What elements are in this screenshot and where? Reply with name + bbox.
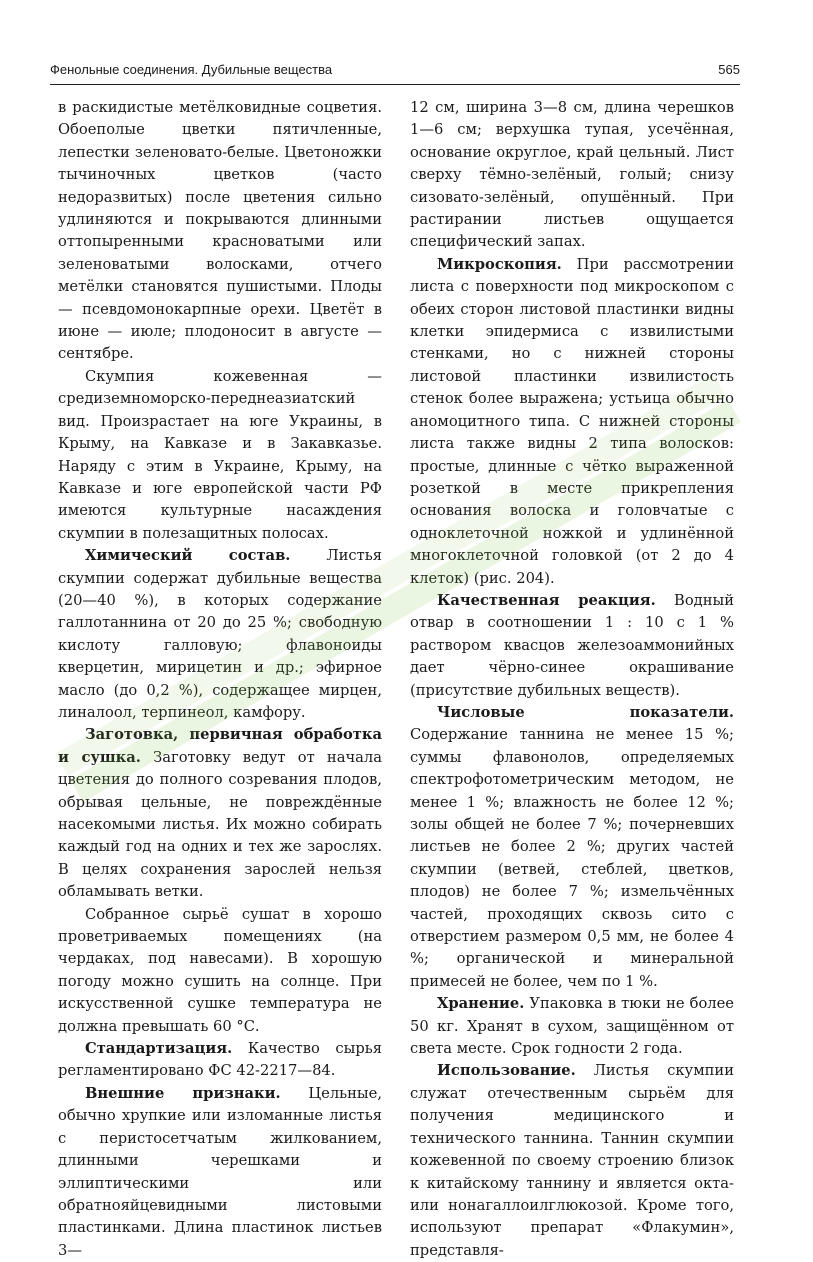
paragraph-usage [410, 1060, 734, 1262]
storage-text: Упаковка в тюки не более 50 кг. Хранят в сухом, защищённом от света месте. Срок годности 2 года. [410, 995, 734, 1058]
harvesting-text: Заготовку ведут от начала цветения до полного созревания плодов, обрывая цельные, не повреждённые насекомыми листья. Их можно собирать каждый год на одних и тех же зарослях. В целях сохранения зарослей нельзя обламывать ветки. [58, 748, 382, 901]
section-heading-standardization: Стандартизация. [85, 1040, 233, 1058]
page-number: 565 [718, 62, 740, 77]
paragraph-chemical-composition [58, 545, 382, 724]
right-column [410, 97, 734, 1262]
usage-text: Листья скумпии служат отечественным сырьём для получения медицинского и технического таннина. Таннин скумпии кожевенной по своему строению близок к китайскому таннину и является окта- или нонагаллоилглюкозой. Кроме того, используют препарат «Флакумин», представля- [410, 1062, 734, 1259]
header-divider [50, 84, 740, 85]
section-heading-chemical-composition: Химический состав. [85, 547, 291, 565]
paragraph-numerical-indicators [410, 702, 734, 993]
paragraph-standardization [58, 1038, 382, 1083]
left-column [58, 97, 382, 1262]
section-heading-harvesting: Заготовка, первичная обработка и сушка. [58, 726, 382, 766]
external-features-text: Цельные, обычно хрупкие или изломанные листья с перистосетчатым жилкованием, длинными черешками и эллиптическими или обратнояйцевидными листовыми пластинками. Длина пластинок листьев 3— [58, 1084, 382, 1259]
microscopy-text: При рассмотрении листа с поверхности под микроскопом с обеих сторон листовой пластинки видны клетки эпидермиса с извилистыми стенками, но с нижней стороны листовой пластинки извилистость стенок более выражена; устьица обычно аномоцитного типа. С нижней стороны листа также видны 2 типа волосков: простые, длинные с чётко выраженной розеткой в месте прикрепления основания волоска и головчатые с одноклеточной ножкой и удлинённой многоклеточной головкой (от 2 до 4 клеток) (рис. 204). [410, 255, 734, 587]
paragraph-microscopy [410, 254, 734, 590]
section-heading-microscopy: Микроскопия. [437, 255, 562, 273]
section-heading-qualitative-reaction: Качественная реакция. [437, 591, 656, 609]
standardization-text: Качество сырья регламентировано ФС 42-2217—84. [58, 1040, 382, 1080]
running-head-title: Фенольные соединения. Дубильные вещества [50, 62, 333, 77]
section-heading-usage: Использование. [437, 1062, 576, 1080]
section-heading-numerical-indicators: Числовые показатели. [437, 703, 734, 721]
paragraph-description-continued: в раскидистые метёлковидные соцветия. Обоеполые цветки пятичленные, лепестки зеленовато-белые. Цветоножки тычиночных цветков (часто недоразвитых) после цветения сильно удлиняются и покрываются длинными оттопыренными красноватыми или зеленоватыми волосками, отчего метёлки становятся пушистыми. Плоды — псевдомонокарпные орехи. Цветёт в июне — июле; плодоносит в августе — сентябре. [58, 99, 382, 363]
paragraph-drying: Собранное сырьё сушат в хорошо проветриваемых помещениях (на чердаках, под навесами). В хорошую погоду можно сушить на солнце. При искусственной сушке температура не должна превышать 60 °С. [58, 905, 382, 1035]
paragraph-harvesting [58, 724, 382, 903]
paragraph-distribution: Скумпия кожевенная — средиземноморско-переднеазиатский вид. Произрастает на юге Украины, в Крыму, на Кавказе и в Закавказье. Наряду с этим в Украине, Крыму, на Кавказе и юге европейской части РФ имеются культурные насаждения скумпии в полезащитных полосах. [58, 367, 382, 542]
qualitative-reaction-text: Водный отвар в соотношении 1 : 10 с 1 % раствором квасцов железоаммонийных дает чёрно-синее окрашивание (присутствие дубильных веществ). [410, 591, 734, 699]
paragraph-storage [410, 993, 734, 1060]
paragraph-external-features [58, 1083, 382, 1262]
numerical-indicators-text: Содержание таннина не менее 15 %; суммы флавонолов, определяемых спектрофотометрическим методом, не менее 1 %; влажность не более 12 %; золы общей не более 7 %; почерневших листьев не более 2 %; других частей скумпии (ветвей, стеблей, цветков, плодов) не более 7 %; измельчённых частей, проходящих сквозь сито с отверстием размером 0,5 мм, не более 4 %; органической и минеральной примесей не более, чем по 1 %. [410, 726, 734, 990]
chemical-composition-text: Листья скумпии содержат дубильные вещества (20—40 %), в которых содержание галлотаннина от 20 до 25 %; свободную кислоту галловую; флавоноиды кверцетин, мирицетин и др.; эфирное масло (до 0,2 %), содержащее мирцен, линалоол, терпинеол, камфору. [58, 547, 382, 721]
running-header [50, 58, 740, 82]
paragraph-external-features-continued: 12 см, ширина 3—8 см, длина черешков 1—6 см; верхушка тупая, усечённая, основание округлое, край цельный. Лист сверху тёмно-зелёный, голый; снизу сизовато-зелёный, опушённый. При растирании листьев ощущается специфический запах. [410, 99, 734, 251]
section-heading-storage: Хранение. [437, 995, 525, 1013]
section-heading-external-features: Внешние признаки. [85, 1084, 281, 1102]
paragraph-qualitative-reaction [410, 590, 734, 702]
